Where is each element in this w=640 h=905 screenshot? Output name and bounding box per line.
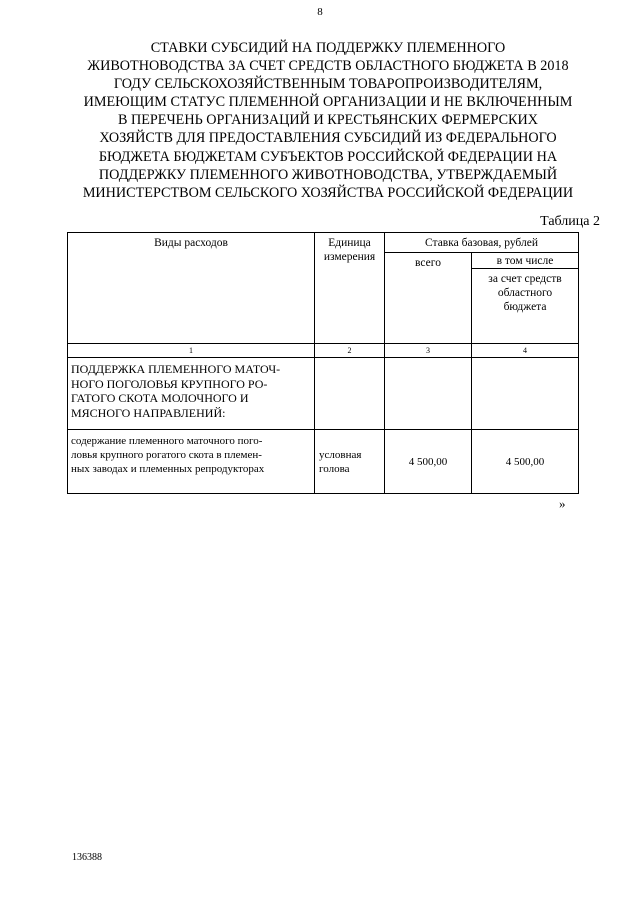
header-base-rate: Ставка базовая, рублей xyxy=(385,233,579,253)
header-expense-type: Виды расходов xyxy=(68,233,315,344)
expense-description: содержание племенного маточного пого- ловья крупного рогатого скота в племен- ных заводах и племенных репродукторах xyxy=(68,430,315,494)
title-line: МИНИСТЕРСТВОМ СЕЛЬСКОГО ХОЗЯЙСТВА РОССИЙСКОЙ ФЕДЕРАЦИИ xyxy=(82,184,574,201)
header-including: в том числе xyxy=(472,253,579,269)
title-line: ГОДУ СЕЛЬСКОХОЗЯЙСТВЕННЫМ ТОВАРОПРОИЗВОДИТЕЛЯМ, xyxy=(113,76,543,93)
document-code: 136388 xyxy=(72,852,102,863)
column-number: 3 xyxy=(385,344,472,358)
document-title xyxy=(48,39,608,202)
column-number: 4 xyxy=(472,344,579,358)
regional-value: 4 500,00 xyxy=(472,430,579,494)
empty-cell xyxy=(472,358,579,430)
title-line: СТАВКИ СУБСИДИЙ НА ПОДДЕРЖКУ ПЛЕМЕННОГО xyxy=(150,40,506,56)
title-line: БЮДЖЕТА БЮДЖЕТАМ СУБЪЕКТОВ РОССИЙСКОЙ ФЕДЕРАЦИИ НА xyxy=(98,148,558,165)
page-number: 8 xyxy=(317,6,323,18)
title-line: ХОЗЯЙСТВ ДЛЯ ПРЕДОСТАВЛЕНИЯ СУБСИДИЙ ИЗ ФЕДЕРАЛЬНОГО xyxy=(99,130,557,147)
column-number: 1 xyxy=(68,344,315,358)
empty-cell xyxy=(385,358,472,430)
title-line: ПОДДЕРЖКУ ПЛЕМЕННОГО ЖИВОТНОВОДСТВА, УТВЕРЖДАЕМЫЙ xyxy=(98,166,558,183)
empty-cell xyxy=(315,358,385,430)
closing-quote: » xyxy=(559,496,566,511)
header-regional-budget: за счет средств областного бюджета xyxy=(472,269,579,344)
subsidy-rates-table xyxy=(67,232,579,494)
table-label: Таблица 2 xyxy=(540,214,600,229)
title-line: ЖИВОТНОВОДСТВА ЗА СЧЕТ СРЕДСТВ ОБЛАСТНОГО БЮДЖЕТА В 2018 xyxy=(87,58,569,75)
total-value: 4 500,00 xyxy=(385,430,472,494)
title-line: В ПЕРЕЧЕНЬ ОРГАНИЗАЦИЙ И КРЕСТЬЯНСКИХ ФЕРМЕРСКИХ xyxy=(117,112,538,129)
title-line: ИМЕЮЩИМ СТАТУС ПЛЕМЕННОЙ ОРГАНИЗАЦИИ И НЕ ВКЛЮЧЕННЫМ xyxy=(83,94,573,111)
unit-cell: условная голова xyxy=(315,430,385,494)
section-heading: ПОДДЕРЖКА ПЛЕМЕННОГО МАТОЧ- НОГО ПОГОЛОВЬЯ КРУПНОГО РО- ГАТОГО СКОТА МОЛОЧНОГО И МЯСНОГО НАПРАВЛЕНИЙ: xyxy=(68,358,315,430)
header-unit: Единица измерения xyxy=(315,233,385,344)
column-number: 2 xyxy=(315,344,385,358)
header-total: всего xyxy=(385,253,472,344)
table-row xyxy=(68,430,579,494)
